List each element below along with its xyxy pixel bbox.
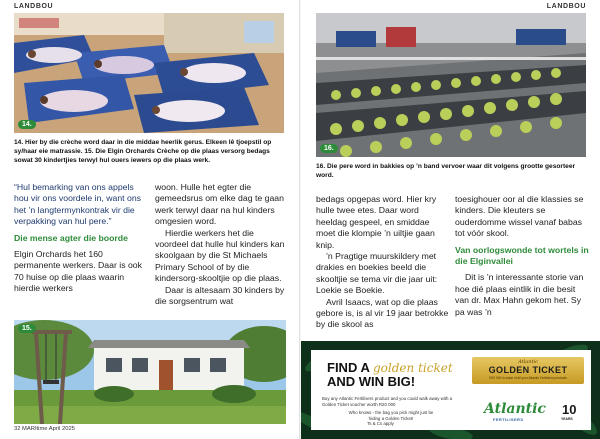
section-tag-left: LANDBOU — [14, 3, 54, 10]
ticket-fine-print: R20 000 in value of all your Atlantic Fertilisers products — [489, 376, 567, 380]
anniversary-logo-sub: YEARS — [561, 417, 573, 421]
page-footer: 32 MARItime April 2025 — [14, 426, 75, 432]
photo-number-badge: 14. — [18, 120, 36, 129]
article-column-2 — [155, 182, 286, 307]
creche-nap-photo — [14, 13, 284, 133]
advert-body: Buy any Atlantic Fertilisers product and you could walk away with a Golden Ticket voucher worth R20 000 — [322, 396, 453, 407]
article-column-1 — [14, 182, 147, 295]
golden-ticket-graphic — [472, 357, 584, 384]
atlantic-logo: Atlantic — [484, 401, 546, 417]
advert-quote: Who knows - the bag you pick might just be hiding a Golden Ticket! — [348, 410, 434, 421]
pull-quote: “Hul bemarking van ons appels hou vir ons voordele in, want ons het ’n langtermynkontrak vir die verpakking van hul pere.” — [14, 182, 142, 227]
golden-ticket-advert[interactable] — [301, 341, 600, 439]
pear-sorting-photo — [316, 13, 586, 157]
photo-number-badge: 16. — [320, 144, 338, 153]
paragraph: Hierdie werkers het die voordeel dat hulle hul kinders kan skoolgaan by die St Michaels Primary School of by die kindersorg-skooltjie op die plaas. — [155, 227, 285, 284]
section-tag-right: LANDBOU — [546, 3, 586, 10]
advert-headline — [327, 361, 453, 389]
ticket-brand: Atlantic — [518, 359, 538, 365]
advert-panel — [311, 350, 591, 430]
paragraph: bedags opgepas word. Hier kry hulle twee etes. Daar word heeldag gespeel, en smiddae moet die klompie ’n uiltjie gaan knip. — [316, 194, 437, 250]
subheading-people: Die mense agter die boorde — [14, 232, 128, 243]
ticket-title: GOLDEN TICKET — [488, 365, 568, 375]
paragraph: ’n Pragtige muurskildery met drakies en boekies beeld die skooltjie se tema vir die jaar uit: Loekie se Boekie. — [316, 251, 438, 296]
paragraph: toesighouer oor al die klassies se kinders. Die kleuters se ouderdomme wissel vanaf babas tot vóór skool. — [455, 194, 584, 239]
paragraph: Daar is altesaam 30 kinders by die sorgsentrum wat — [155, 284, 285, 307]
pear-photo-caption: 16. Die pere word in bakkies op ’n band vervoer waar dit volgens grootte gesorteer word. — [316, 163, 576, 180]
headline-golden-ticket: golden ticket — [373, 361, 453, 375]
paragraph: Dit is ’n interessante storie van hoe dié plaas eintlik in die besit van dr. Max Hahn gekom het. Sy pa was ’n — [455, 272, 584, 317]
atlantic-logo-sub: FERTILISERS — [493, 417, 524, 422]
headline-win: AND WIN BIG! — [327, 374, 416, 389]
paragraph: woon. Hulle het egter die gemeedsrus om elke dag te gaan werk terwyl daar na hul kinders omgesien word. — [155, 182, 284, 227]
creche-building-photo — [14, 320, 286, 424]
advert-terms: Ts & Cs apply — [367, 421, 394, 426]
creche-photo-caption: 14. Hier by die crèche word daar in die middae heerlik gerus. Elkeen lê tjoepstil op sy/haar eie matrassie. 15. Die Elgin Orchards Crèche op die plaas versorg bedags sowat 30 kindertjies terwyl hul ouers iewers op die plaas werk. — [14, 139, 272, 165]
photo-number-badge: 15. — [18, 324, 36, 333]
paragraph: Elgin Orchards het 160 permanente werkers. Daar is ook 70 huise op die plaas waarin hierdie werkers — [14, 249, 142, 294]
anniversary-logo: 10 — [562, 402, 577, 417]
headline-find: FIND A — [327, 360, 370, 375]
subheading-history: Van oorlogswonde tot wortels in die Elginvallei — [455, 244, 589, 267]
article-column-4 — [455, 194, 589, 318]
article-column-3 — [316, 194, 449, 331]
paragraph: Avril Isaacs, wat op die plaas gebore is, is al vir 19 jaar betrokke by die skool as — [316, 296, 449, 330]
